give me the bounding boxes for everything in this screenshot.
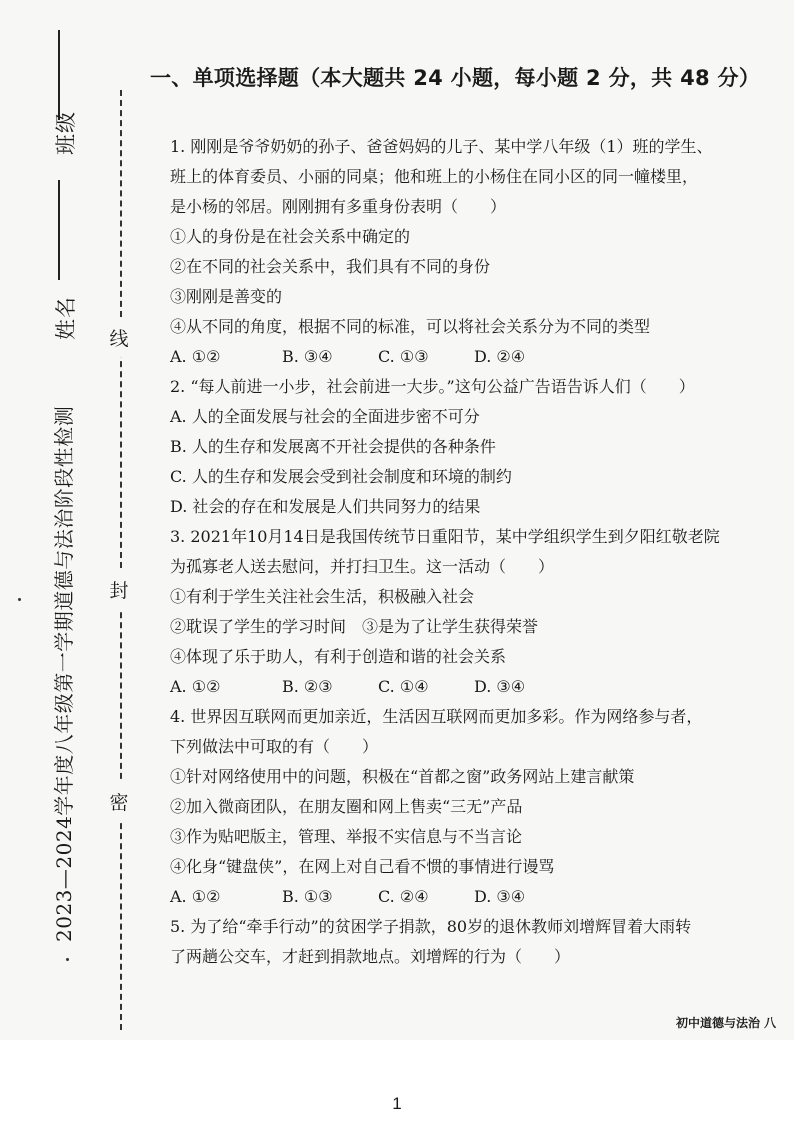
statement-option: ③刚刚是善变的 [170,287,283,306]
stem-line: 是小杨的邻居。刚刚拥有多重身份表明（ ） [170,197,507,216]
question-1 [150,132,780,372]
section-title: 一、单项选择题（本大题共 24 小题，每小题 2 分，共 48 分） [150,66,761,90]
name-blank-line [58,180,60,280]
question-4 [150,702,780,912]
statement-option: ②在不同的社会关系中，我们具有不同的身份 [170,257,491,276]
statement-option: ①针对网络使用中的问题，积极在“首都之窗”政务网站上建言献策 [170,767,635,786]
stem-line: 班上的体育委员、小丽的同桌；他和班上的小杨住在同小区的同一幢楼里， [170,167,699,186]
stem-line: 了两趟公交车，才赶到捐款地点。刘增辉的行为（ ） [170,947,571,966]
answer-choice: A. ①② [170,347,221,366]
answer-choice: D. ②④ [474,347,526,366]
subject-tag: 初中道德与法治 八 [676,1016,777,1030]
stem-line: 2. “每人前进一小步，社会前进一大步。”这句公益广告语告诉人们（ ） [170,377,695,396]
statement-option: ③作为贴吧版主，管理、举报不实信息与不当言论 [170,827,523,846]
statement-option: C. 人的生存和发展会受到社会制度和环境的制约 [170,467,512,486]
question-2 [150,372,780,522]
seal-mark-line: 线 [104,318,134,357]
answer-choice: C. ①④ [378,677,429,696]
class-blank-line [58,30,60,120]
name-label: 姓名 [54,296,78,340]
statement-option: ①有利于学生关注社会生活，积极融入社会 [170,587,475,606]
answer-choice: B. ③④ [282,347,333,366]
seal-mark-secret: 密 [104,782,134,821]
answer-choices [150,672,780,702]
stem-line: 3. 2021年10月14日是我国传统节日重阳节，某中学组织学生到夕阳红敬老院 [170,527,720,546]
class-label: 班级 [54,111,78,155]
page-number: 1 [392,1094,402,1113]
scan-speck [66,958,69,961]
statement-option: ②加入微商团队，在朋友圈和网上售卖“三无”产品 [170,797,523,816]
seal-mark-seal: 封 [104,570,134,609]
statement-option: ④从不同的角度，根据不同的标准，可以将社会关系分为不同的类型 [170,317,651,336]
binding-dashed-line [120,90,122,1030]
question-3 [150,522,780,702]
scan-speck [18,598,21,601]
question-stem [150,372,780,402]
answer-choice: A. ①② [170,887,221,906]
statement-option: ②耽误了学生的学习时间 ③是为了让学生获得荣誉 [170,617,539,636]
stem-line: 1. 刚刚是爷爷奶奶的孙子、爸爸妈妈的儿子、某中学八年级（1）班的学生、 [170,137,713,156]
question-stem [150,702,780,762]
question-list [150,132,780,972]
stem-line: 5. 为了给“牵手行动”的贫困学子捐款，80岁的退休教师刘增辉冒着大雨转 [170,917,692,936]
statement-option: ④体现了乐于助人，有利于创造和谐的社会关系 [170,647,507,666]
answer-choice: C. ②④ [378,887,429,906]
question-stem [150,132,780,222]
stem-line: 为孤寡老人送去慰问，并打扫卫生。这一活动（ ） [170,557,555,576]
answer-choice: D. ③④ [474,887,526,906]
answer-choice: C. ①③ [378,347,429,366]
answer-choice: D. ③④ [474,677,526,696]
statement-option: ①人的身份是在社会关系中确定的 [170,227,411,246]
exam-title: 2023—2024学年度八年级第一学期道德与法治阶段性检测 [52,405,76,942]
answer-choice: B. ②③ [282,677,333,696]
answer-choice: B. ①③ [282,887,333,906]
answer-choice: A. ①② [170,677,221,696]
stem-line: 4. 世界因互联网而更加亲近，生活因互联网而更加多彩。作为网络参与者， [170,707,703,726]
stem-line: 下列做法中可取的有（ ） [170,737,379,756]
question-stem [150,522,780,582]
question-stem [150,912,780,972]
statement-option: B. 人的生存和发展离不开社会提供的各种条件 [170,437,496,456]
statement-option: A. 人的全面发展与社会的全面进步密不可分 [170,407,480,426]
question-area [150,62,780,972]
statement-option: D. 社会的存在和发展是人们共同努力的结果 [170,497,481,516]
question-5 [150,912,780,972]
answer-choices [150,342,780,372]
statement-option: ④化身“键盘侠”，在网上对自己看不惯的事情进行谩骂 [170,857,555,876]
answer-choices [150,882,780,912]
